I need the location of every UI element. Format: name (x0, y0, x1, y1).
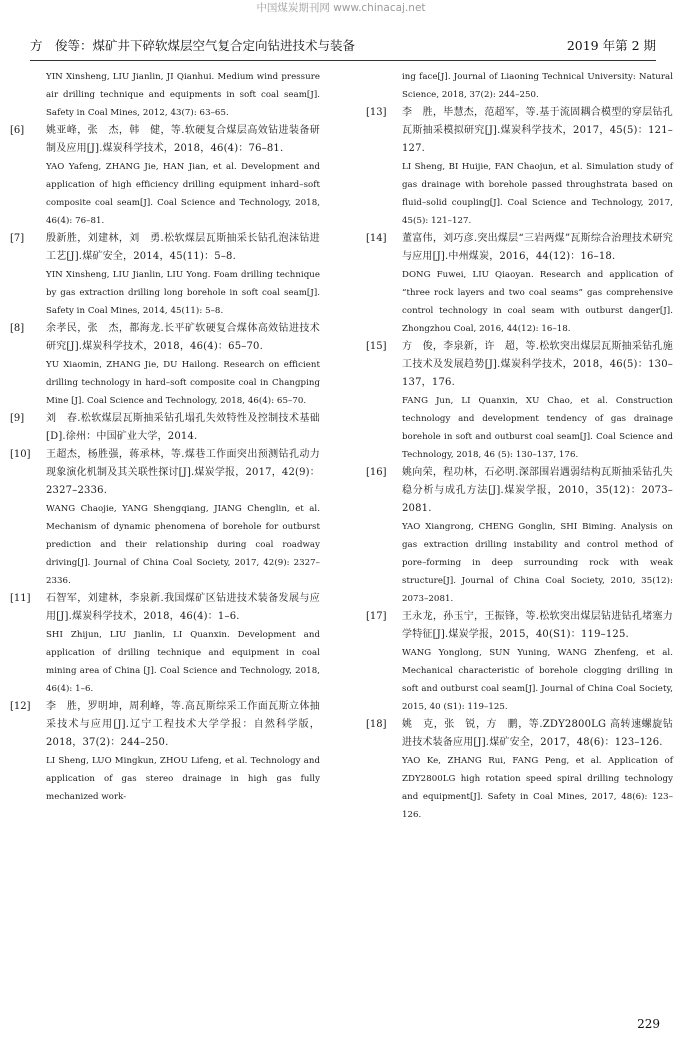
reference-number: [8] (10, 323, 25, 334)
reference-chinese: 石智军，刘建林，李泉新.我国煤矿区钻进技术装备发展与应用[J].煤炭科学技术，2018，46(4)：1–6. (46, 593, 320, 622)
reference-chinese: 董富伟，刘巧彦.突出煤层“三岩两煤”瓦斯综合治理技术研究与应用[J].中州煤炭，2016，44(12)：16–18. (402, 233, 673, 262)
reference-number: [12] (10, 701, 31, 712)
reference-number: [10] (10, 449, 31, 460)
reference-english: FANG Jun, LI Quanxin, XU Chao, et al. Construction technology and development tendency of gas drainage borehole in soft and outburst coal seam[J]. Coal Science and Technology, 2018, 46 (5): 130–137, 176. (402, 396, 673, 460)
reference-english: WANG Chaojie, YANG Shengqiang, JIANG Chenglin, et al. Mechanism of dynamic phenomena of borehole for outburst prediction and their relationship during coal roadway driving[J]. Journal of China Coal Society, 2017, 42(9): 2327–2336. (46, 504, 320, 586)
reference-entry (10, 68, 320, 122)
reference-entry (366, 230, 673, 338)
reference-english: WANG Yonglong, SUN Yuning, WANG Zhenfeng, et al. Mechanical characteristic of borehole clogging drilling in soft and outburst coal seam[J]. Journal of China Coal Society, 2015, 40 (S1): 119–125. (402, 648, 673, 712)
reference-number: [14] (366, 233, 387, 244)
reference-chinese: 余孝民，张 杰，都海龙.长平矿软硬复合煤体高效钻进技术研究[J].煤炭科学技术，2018，46(4)：65–70. (46, 323, 320, 352)
reference-chinese: 李 胜，罗明坤，周利峰，等.高瓦斯综采工作面瓦斯立体抽采技术与应用[J].辽宁工程技术大学学报：自然科学版，2018，37(2)：244–250. (46, 701, 320, 748)
reference-chinese: 王永龙，孙玉宁，王振锋，等.松软突出煤层钻进钻孔堵塞力学特征[J].煤炭学报，2015，40(S1)：119–125. (402, 611, 673, 640)
reference-english: DONG Fuwei, LIU Qiaoyan. Research and application of “three rock layers and two coal seams” gas comprehensive control technology in coal seam with outburst danger[J]. Zhongzhou Coal, 2016, 44(12): 16–18. (402, 270, 673, 334)
reference-chinese: 王超杰，杨胜强，蒋承林，等.煤巷工作面突出预测钻孔动力现象演化机制及其关联性探讨[J].煤炭学报，2017，42(9)：2327–2336. (46, 449, 320, 496)
reference-entry (10, 410, 320, 446)
reference-english: SHI Zhijun, LIU Jianlin, LI Quanxin. Development and application of drilling technique and equipment in coal mining area of China [J]. Coal Science and Technology, 2018, 46(4): 1–6. (46, 630, 320, 694)
reference-chinese: 姚亚峰，张 杰，韩 健，等.软硬复合煤层高效钻进装备研制及应用[J].煤炭科学技术，2018，46(4)：76–81. (46, 125, 320, 154)
reference-entry (366, 104, 673, 230)
reference-entry (366, 464, 673, 608)
reference-entry (366, 716, 673, 824)
reference-entry (10, 590, 320, 698)
reference-english: YAO Xiangrong, CHENG Gonglin, SHI Biming. Analysis on gas extraction drilling instability and control method of pore–forming in deep surrounding rock with weak structure[J]. Journal of China Coal Society, 2010, 35(12): 2073–2081. (402, 522, 673, 604)
reference-number: [16] (366, 467, 387, 478)
running-header (30, 37, 656, 55)
reference-entry (10, 122, 320, 230)
reference-chinese: 殷新胜，刘建林，刘 勇.松软煤层瓦斯抽采长钻孔泡沫钻进工艺[J].煤矿安全，2014，45(11)：5–8. (46, 233, 320, 262)
header-authors-title: 方 俊等：煤矿井下碎软煤层空气复合定向钻进技术与装备 (30, 38, 356, 53)
reference-entry (10, 230, 320, 320)
reference-english: YIN Xinsheng, LIU Jianlin, LIU Yong. Foam drilling technique by gas extraction drilling long borehole in soft coal seam[J]. Safety in Coal Mines, 2014, 45(11): 5–8. (46, 270, 320, 316)
reference-number: [7] (10, 233, 25, 244)
reference-entry (10, 446, 320, 590)
reference-english: LI Sheng, LUO Mingkun, ZHOU Lifeng, et al. Technology and application of gas stereo drainage in high gas fully mechanized work- (46, 756, 320, 802)
reference-english: ing face[J]. Journal of Liaoning Technical University: Natural Science, 2018, 37(2): 244–250. (402, 72, 673, 100)
reference-chinese: 姚 克，张 锐，方 鹏，等.ZDY2800LG 高转速螺旋钻进技术装备应用[J].煤矿安全，2017，48(6)：123–126. (402, 719, 673, 748)
right-column (366, 68, 673, 824)
left-column (10, 68, 320, 806)
reference-chinese: 刘 春.松软煤层瓦斯抽采钻孔塌孔失效特性及控制技术基础[D].徐州：中国矿业大学，2014. (46, 413, 320, 442)
reference-number: [15] (366, 341, 387, 352)
reference-number: [17] (366, 611, 387, 622)
reference-number: [13] (366, 107, 387, 118)
reference-chinese: 方 俊，李泉新，许 超，等.松软突出煤层瓦斯抽采钻孔施工技术及发展趋势[J].煤炭科学技术，2018，46(5)：130–137，176. (402, 341, 673, 388)
header-issue: 2019 年第 2 期 (566, 38, 656, 53)
reference-english: YIN Xinsheng, LIU Jianlin, JI Qianhui. Medium wind pressure air drilling technique and equipments in soft coal seam[J]. Safety in Coal Mines, 2012, 43(7): 63–65. (46, 72, 320, 118)
page-number: 229 (637, 1017, 660, 1031)
reference-english: LI Sheng, BI Huijie, FAN Chaojun, et al. Simulation study of gas drainage with borehole passed throughstrata based on fluid–solid coupling[J]. Coal Science and Technology, 2017, 45(5): 121–127. (402, 162, 673, 226)
reference-english: YAO Yafeng, ZHANG Jie, HAN Jian, et al. Development and application of high efficiency drilling equipment inhard–soft composite coal seam[J]. Coal Science and Technology, 2018, 46(4): 76–81. (46, 162, 320, 226)
reference-entry (10, 320, 320, 410)
reference-english: YU Xiaomin, ZHANG Jie, DU Hailong. Research on efficient drilling technology in hard–soft composite coal in Changping Mine [J]. Coal Science and Technology, 2018, 46(4): 65–70. (46, 360, 320, 406)
reference-chinese: 姚向荣，程功林，石必明.深部围岩遇弱结构瓦斯抽采钻孔失稳分析与成孔方法[J].煤炭学报，2010，35(12)：2073–2081. (402, 467, 673, 514)
reference-number: [9] (10, 413, 25, 424)
reference-entry (366, 608, 673, 716)
reference-chinese: 李 胜，毕慧杰，范超军，等.基于流固耦合模型的穿层钻孔瓦斯抽采模拟研究[J].煤炭科学技术，2017，45(5)：121–127. (402, 107, 673, 154)
reference-entry (10, 698, 320, 806)
reference-entry (366, 68, 673, 104)
reference-entry (366, 338, 673, 464)
watermark: 中国煤炭期刊网 www.chinacaj.net (256, 2, 426, 14)
reference-english: YAO Ke, ZHANG Rui, FANG Peng, et al. Application of ZDY2800LG high rotation speed spiral drilling technology and equipment[J]. Safety in Coal Mines, 2017, 48(6): 123–126. (402, 756, 673, 820)
reference-number: [18] (366, 719, 387, 730)
reference-number: [6] (10, 125, 25, 136)
header-rule (30, 60, 656, 61)
reference-number: [11] (10, 593, 31, 604)
